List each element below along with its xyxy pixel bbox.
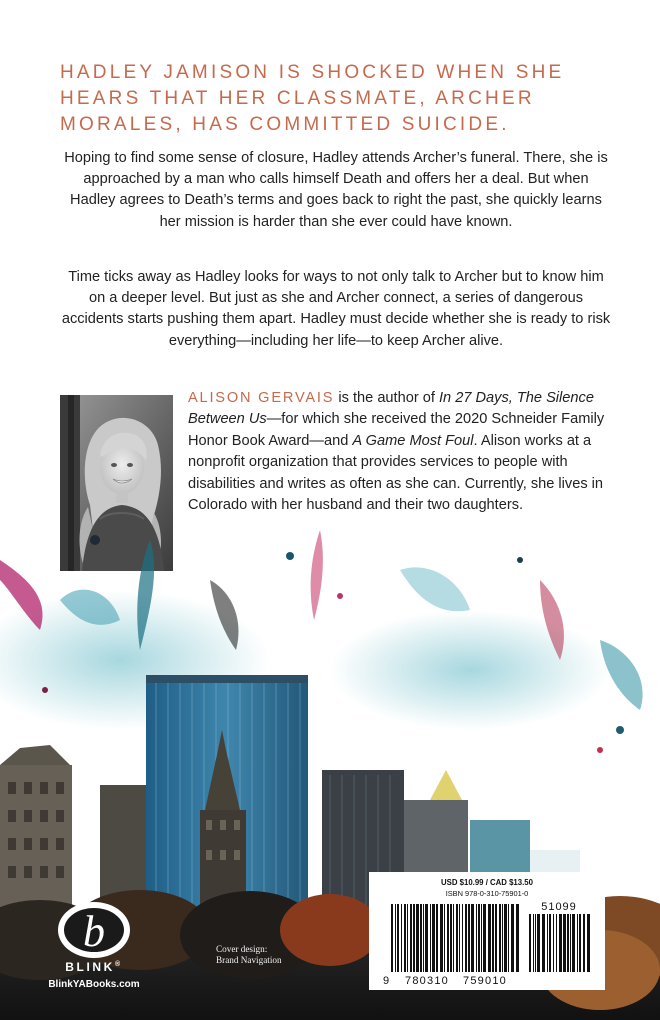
cover-credit-line-1: Cover design: — [216, 944, 268, 954]
barcode-bar — [420, 904, 422, 972]
barcode-bar — [542, 914, 545, 972]
barcode-bar — [471, 904, 474, 972]
barcode-bar — [499, 904, 501, 972]
barcode-bar — [570, 914, 571, 972]
barcode-bar — [453, 904, 454, 972]
publisher-name — [44, 960, 144, 974]
barcode-bar — [459, 904, 460, 972]
barcode-bar — [462, 904, 463, 972]
paint-splashes — [0, 530, 643, 753]
barcode-bar — [404, 904, 406, 972]
barcode-bar — [508, 904, 509, 972]
barcode-bar — [476, 904, 477, 972]
cover-headline: HADLEY JAMISON IS SHOCKED WHEN SHE HEARS THAT HER CLASSMATE, ARCHER MORALES, HAS COMMITTED SUICIDE. — [60, 62, 565, 135]
barcode-addon-digits: 51099 — [541, 901, 577, 913]
barcode-bar — [391, 904, 393, 972]
isbn-text: ISBN 978-0-310-75901-0 — [445, 889, 529, 898]
barcode-bar — [583, 914, 585, 972]
barcode-bar — [436, 904, 438, 972]
barcode-bar — [502, 904, 503, 972]
barcode-bar — [432, 904, 435, 972]
book-title-1: In 27 Days, — [438, 390, 513, 406]
barcode-bar — [430, 904, 431, 972]
barcode-digits-group-2: 759010 — [463, 975, 507, 987]
publisher-url: BlinkYABooks.com — [48, 979, 140, 990]
price-text: USD $10.99 / CAD $13.50 — [441, 878, 533, 887]
barcode-bar — [468, 904, 470, 972]
barcode-bar — [478, 904, 480, 972]
barcode-bar — [535, 914, 536, 972]
barcode-bar — [456, 904, 458, 972]
barcode-bar — [465, 904, 467, 972]
barcode-bar — [553, 914, 554, 972]
barcode-bar — [416, 904, 419, 972]
barcode-bar — [413, 904, 415, 972]
barcode-bar — [488, 904, 491, 972]
author-name: ALISON GERVAIS — [188, 390, 335, 406]
barcode-lead-digit: 9 — [383, 975, 390, 987]
barcode-bar — [444, 904, 445, 972]
logo-letter: b — [83, 907, 105, 956]
barcode-bar — [563, 914, 566, 972]
barcode-bar — [533, 914, 534, 972]
barcode-bar — [483, 904, 486, 972]
book-title-3: A Game Most Foul — [352, 432, 474, 449]
barcode-panel — [369, 872, 605, 990]
barcode-bars — [391, 904, 519, 972]
book-title-2: The Silence Between Us — [188, 390, 594, 428]
barcode-bar — [579, 914, 581, 972]
barcode-bar — [559, 914, 562, 972]
barcode-bar — [492, 904, 494, 972]
trademark-symbol: ® — [114, 961, 123, 968]
barcode-bar — [410, 904, 412, 972]
barcode-bar — [537, 914, 540, 972]
blurb-paragraph-2: Time ticks away as Hadley looks for ways to not only talk to Archer but to know him on a deeper level. But just as she and Archer connect, a series of dangerous accidents starts pushing them apart. Hadley must decide whether she is ready to risk everything—including her life—to keep Archer alive. — [61, 269, 611, 349]
barcode-bar — [547, 914, 548, 972]
author-bio — [188, 388, 608, 516]
barcode-bar — [529, 914, 531, 972]
publisher-name-text: BLINK — [65, 960, 115, 974]
barcode-bar — [440, 904, 443, 972]
barcode-bar — [511, 904, 514, 972]
barcode-bar — [407, 904, 408, 972]
cover-credit — [216, 944, 326, 966]
isbn-barcode — [379, 900, 595, 988]
barcode-bar — [556, 914, 557, 972]
barcode-bar — [395, 904, 396, 972]
barcode-bar — [481, 904, 482, 972]
barcode-bar — [401, 904, 402, 972]
barcode-bar — [425, 904, 428, 972]
author-bio-text-3: . Alison works at a nonprofit organization that provides services to people with disabilities and writes as often as she can. Currently, she lives in Colorado with her husband and their two daughters. — [188, 432, 604, 514]
cover-credit-line-2: Brand Navigation — [216, 955, 282, 965]
barcode-bar — [567, 914, 569, 972]
barcode-bar — [504, 904, 507, 972]
barcode-bar — [447, 904, 449, 972]
barcode-bar — [397, 904, 399, 972]
barcode-bar — [572, 914, 575, 972]
barcode-bar — [577, 914, 578, 972]
author-bio-text-1: is the author of — [334, 390, 439, 406]
addon-barcode-bars — [529, 914, 590, 972]
barcode-bar — [423, 904, 424, 972]
barcode-bar — [549, 914, 551, 972]
barcode-bar — [516, 904, 519, 972]
blurb-paragraph-1: Hoping to find some sense of closure, Hadley attends Archer’s funeral. There, she is approached by a man who calls himself Death and offers her a deal. But when Hadley agrees to Death’s terms and goes back to right the past, she quickly learns her mission is harder than she ever could have known. — [64, 150, 608, 230]
barcode-bar — [450, 904, 452, 972]
barcode-bar — [587, 914, 590, 972]
barcode-digits-group-1: 780310 — [405, 975, 449, 987]
barcode-bar — [495, 904, 497, 972]
author-bio-text-2: —for which she received the 2020 Schneider Family Honor Book Award—and — [188, 411, 605, 449]
